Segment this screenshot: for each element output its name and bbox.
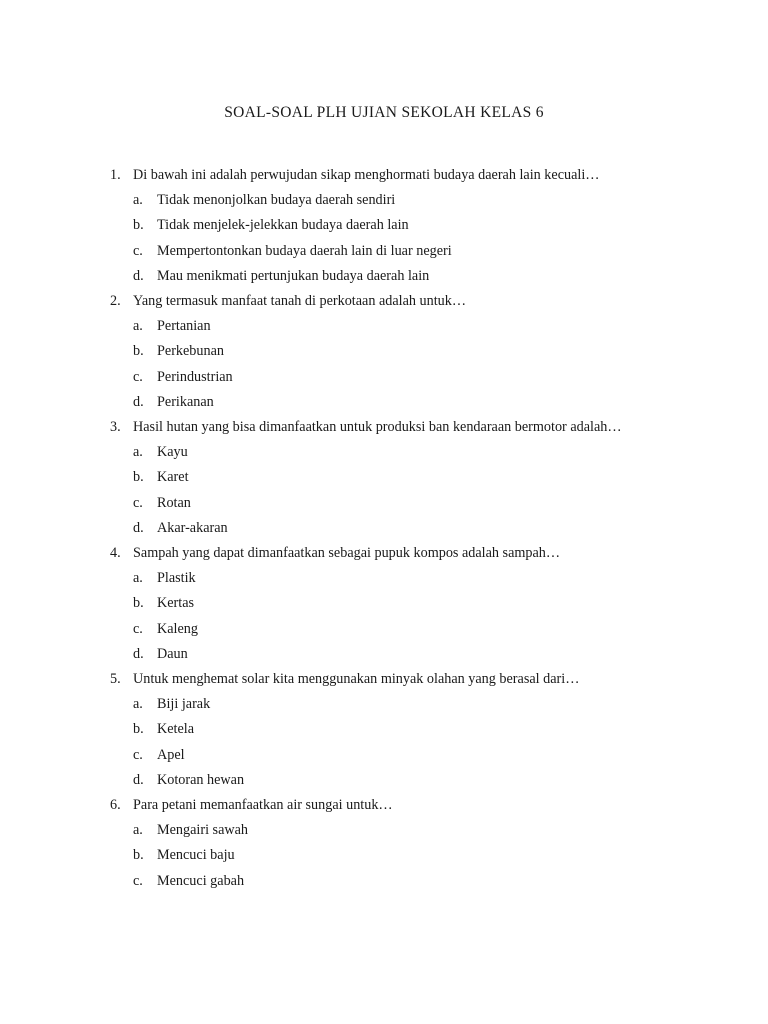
option-a <box>110 692 658 717</box>
question-list <box>110 163 658 894</box>
question-row <box>110 793 658 818</box>
option-letter: a. <box>133 570 143 587</box>
option-letter: b. <box>133 469 144 486</box>
document-title: SOAL-SOAL PLH UJIAN SEKOLAH KELAS 6 <box>224 104 544 121</box>
option-b <box>110 465 658 490</box>
option-text: Mencuci gabah <box>157 872 245 889</box>
question-number: 1. <box>110 167 121 183</box>
question-2 <box>110 289 658 415</box>
option-text: Kotoran hewan <box>157 771 245 788</box>
option-text: Akar-akaran <box>157 519 228 536</box>
option-text: Perikanan <box>157 393 214 410</box>
question-row <box>110 289 658 314</box>
option-text: Perindustrian <box>157 368 233 385</box>
option-b <box>110 717 658 742</box>
option-letter: d. <box>133 519 144 536</box>
question-row <box>110 415 658 440</box>
option-b <box>110 591 658 616</box>
option-b <box>110 339 658 364</box>
option-letter: d. <box>133 267 144 284</box>
option-list <box>110 566 658 667</box>
option-d <box>110 264 658 289</box>
option-text: Perkebunan <box>157 343 224 360</box>
option-letter: d. <box>133 645 144 662</box>
question-1 <box>110 163 658 289</box>
option-letter: b. <box>133 721 144 738</box>
option-letter: c. <box>133 872 143 889</box>
option-text: Karet <box>157 469 189 486</box>
option-letter: b. <box>133 595 144 612</box>
option-text: Biji jarak <box>157 696 211 713</box>
option-list <box>110 818 658 894</box>
question-row <box>110 667 658 692</box>
option-c <box>110 617 658 642</box>
option-list <box>110 314 658 415</box>
option-c <box>110 365 658 390</box>
option-text: Pertanian <box>157 318 211 335</box>
question-3 <box>110 415 658 541</box>
option-text: Rotan <box>157 494 191 511</box>
question-5 <box>110 667 658 793</box>
option-text: Daun <box>157 645 188 662</box>
option-letter: d. <box>133 393 144 410</box>
option-text: Mengairi sawah <box>157 822 249 839</box>
option-letter: a. <box>133 318 143 335</box>
question-number: 2. <box>110 293 121 310</box>
option-letter: b. <box>133 847 144 864</box>
option-letter: c. <box>133 620 143 637</box>
option-a <box>110 314 658 339</box>
option-text: Tidak menonjolkan budaya daerah sendiri <box>157 192 396 209</box>
option-text: Plastik <box>157 570 196 587</box>
question-number: 6. <box>110 797 121 814</box>
option-d <box>110 516 658 541</box>
option-letter: d. <box>133 771 144 788</box>
option-list <box>110 188 658 289</box>
option-letter: c. <box>133 746 143 763</box>
option-text: Tidak menjelek-jelekkan budaya daerah lain <box>157 217 409 234</box>
option-letter: a. <box>133 696 143 713</box>
option-d <box>110 642 658 667</box>
option-text: Ketela <box>157 721 195 738</box>
option-b <box>110 213 658 238</box>
option-letter: c. <box>133 368 143 385</box>
option-text: Kayu <box>157 444 188 461</box>
question-4 <box>110 541 658 667</box>
option-letter: b. <box>133 343 144 360</box>
option-text: Apel <box>157 746 185 763</box>
option-a <box>110 188 658 213</box>
option-b <box>110 843 658 868</box>
option-text: Mau menikmati pertunjukan budaya daerah lain <box>157 267 430 284</box>
question-number: 5. <box>110 671 121 688</box>
option-a <box>110 818 658 843</box>
option-c <box>110 869 658 894</box>
option-letter: b. <box>133 217 144 234</box>
option-d <box>110 768 658 793</box>
option-letter: a. <box>133 192 143 209</box>
option-text: Mempertontonkan budaya daerah lain di luar negeri <box>157 242 452 259</box>
option-a <box>110 566 658 591</box>
option-list <box>110 440 658 541</box>
option-text: Mencuci baju <box>157 847 235 864</box>
option-text: Kertas <box>157 595 195 612</box>
option-letter: c. <box>133 242 143 259</box>
option-letter: a. <box>133 822 143 839</box>
question-row <box>110 163 658 188</box>
question-number: 3. <box>110 419 121 436</box>
question-text: Hasil hutan yang bisa dimanfaatkan untuk produksi ban kendaraan bermotor adalah… <box>133 419 622 436</box>
question-row <box>110 541 658 566</box>
option-c <box>110 239 658 264</box>
option-a <box>110 440 658 465</box>
option-c <box>110 743 658 768</box>
question-text: Para petani memanfaatkan air sungai untuk… <box>133 797 393 814</box>
question-text: Di bawah ini adalah perwujudan sikap menghormati budaya daerah lain kecuali… <box>133 167 600 183</box>
option-text: Kaleng <box>157 620 198 637</box>
question-number: 4. <box>110 545 121 562</box>
option-list <box>110 692 658 793</box>
question-text: Yang termasuk manfaat tanah di perkotaan adalah untuk… <box>133 293 467 310</box>
option-letter: a. <box>133 444 143 461</box>
question-text: Untuk menghemat solar kita menggunakan minyak olahan yang berasal dari… <box>133 671 580 688</box>
question-text: Sampah yang dapat dimanfaatkan sebagai pupuk kompos adalah sampah… <box>133 545 561 562</box>
option-d <box>110 390 658 415</box>
option-letter: c. <box>133 494 143 511</box>
option-c <box>110 491 658 516</box>
question-6 <box>110 793 658 894</box>
